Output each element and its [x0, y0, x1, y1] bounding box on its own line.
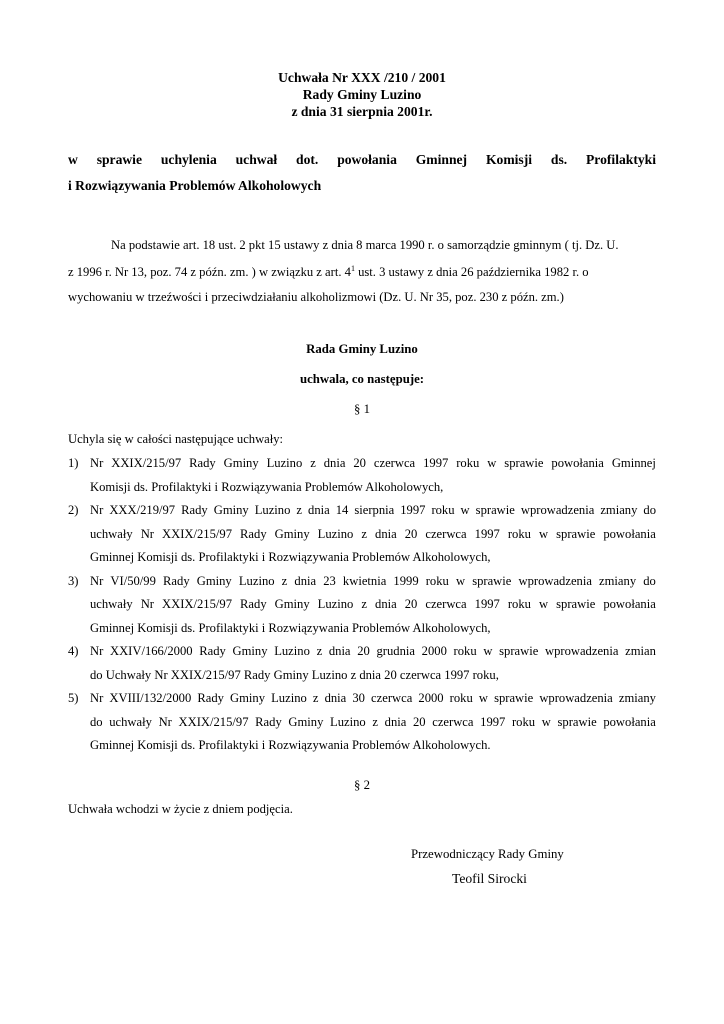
preamble-line-3: wychowaniu w trzeźwości i przeciwdziałaniu alkoholizmowi (Dz. U. Nr 35, poz. 230 z późn. zm.): [68, 290, 564, 304]
list-item-line: Nr VI/50/99 Rady Gminy Luzino z dnia 23 kwietnia 1999 roku w sprawie wprowadzenia zmiany do: [90, 573, 656, 588]
list-item-line: uchwały Nr XXIX/215/97 Rady Gminy Luzino z dnia 20 czerwca 1997 roku w sprawie powołania: [90, 526, 656, 541]
section-2-mark: § 2: [354, 778, 370, 792]
list-item-line: Nr XXX/219/97 Rady Gminy Luzino z dnia 14 sierpnia 1997 roku w sprawie wprowadzenia zmiany do: [90, 503, 656, 517]
list-item-line: Nr XVIII/132/2000 Rady Gminy Luzino z dnia 30 czerwca 2000 roku w sprawie wprowadzenia zmiany: [90, 691, 656, 705]
section-1-mark: § 1: [354, 402, 370, 416]
list-item-number: 2): [68, 503, 79, 517]
list-item-number: 4): [68, 644, 79, 658]
subject-word: Profilaktyki: [586, 152, 656, 167]
subject-word: sprawie: [96, 152, 142, 167]
list-item-number: 3): [68, 573, 79, 588]
list-item-line: Nr XXIV/166/2000 Rady Gminy Luzino z dnia 20 grudnia 2000 roku w sprawie wprowadzenia zmian: [90, 644, 656, 658]
list-item-number: 5): [68, 691, 79, 705]
subject-word: uchwał: [235, 152, 278, 167]
list-item-line: do Uchwały Nr XXIX/215/97 Rady Gminy Luzino z dnia 20 czerwca 1997 roku,: [90, 667, 499, 682]
preamble-line-2: z 1996 r. Nr 13, poz. 74 z późn. zm. ) w związku z art. $4^1$ ust. 3 ustawy z dnia 26 października 1982 r. o: [68, 264, 589, 279]
list-item-line: Gminnej Komisji ds. Profilaktyki i Rozwiązywania Problemów Alkoholowych.: [90, 738, 491, 752]
list-item-line: uchwały Nr XXIX/215/97 Rady Gminy Luzino z dnia 20 czerwca 1997 roku w sprawie powołania: [90, 597, 656, 611]
resolution-title: Uchwała Nr XXX /210 / 2001: [278, 70, 446, 85]
subject-word: w: [68, 152, 78, 167]
resolution-date: z dnia 31 sierpnia 2001r.: [291, 104, 433, 119]
list-item-line: Gminnej Komisji ds. Profilaktyki i Rozwiązywania Problemów Alkoholowych,: [90, 550, 491, 564]
subject-word: Gminnej: [415, 152, 468, 167]
subject-word: ds.: [550, 152, 568, 167]
list-item-line: Gminnej Komisji ds. Profilaktyki i Rozwiązywania Problemów Alkoholowych,: [90, 620, 491, 635]
list-item-line: do uchwały Nr XXIX/215/97 Rady Gminy Luzino z dnia 20 czerwca 1997 roku w sprawie powołania: [90, 714, 656, 729]
resolution-issuer: Rady Gminy Luzino: [302, 87, 422, 102]
list-item-line: Komisji ds. Profilaktyki i Rozwiązywania Problemów Alkoholowych,: [90, 479, 444, 494]
resolves-heading: uchwala, co następuje:: [299, 372, 425, 386]
subject-word: powołania: [337, 152, 397, 167]
list-item-number: 1): [68, 456, 79, 470]
preamble-line-1: Na podstawie art. 18 ust. 2 pkt 15 ustawy z dnia 8 marca 1990 r. o samorządzie gminnym ( tj. Dz. U.: [111, 238, 619, 252]
subject-word: dot.: [296, 152, 319, 167]
council-name: Rada Gminy Luzino: [306, 342, 418, 356]
subject-line-1: [68, 152, 656, 168]
subject-line-2: i Rozwiązywania Problemów Alkoholowych: [68, 178, 322, 193]
list-item-line: Nr XXIX/215/97 Rady Gminy Luzino z dnia 20 czerwca 1997 roku w sprawie powołania Gminnej: [90, 456, 656, 470]
signature-role: Przewodniczący Rady Gminy: [411, 847, 564, 861]
subject-word: Komisji: [485, 152, 533, 167]
document-page: Uchwała Nr XXX /210 / 2001 Rady Gminy Luzino z dnia 31 sierpnia 2001r. w sprawie uchylenia uchwał dot. powołania Gminnej Komisji ds. Profilaktyki i Rozwiązywania Problemów Alkoholowych Na podstawie art. 18 ust. 2 pkt 15 ustawy z dnia 8 marca 1990 r. o samorządzie gminnym ( tj. Dz. U. z 1996 r. Nr 13, poz. 74 z późn. zm. ) w związku z art. $4^1$ ust. 3 ustawy z dnia 26 października 1982 r. o wychowaniu w trzeźwości i przeciwdziałaniu alkoholizmowi (Dz. U. Nr 35, poz. 230 z późn. zm.) Rada Gminy Luzino uchwala, co następuje: § 1 Uchyla się w całości następujące uchwały: 1) Nr XXIX/215/97 Rady Gminy Luzino z dnia 20 czerwca 1997 roku w sprawie powołania Gminnej Komisji ds. Profilaktyki i Rozwiązywania Problemów Alkoholowych, 2) Nr XXX/219/97 Rady Gminy Luzino z dnia 14 sierpnia 1997 roku w sprawie wprowadzenia zmiany do uchwały Nr XXIX/215/97 Rady Gminy Luzino z dnia 20 czerwca 1997 roku w sprawie powołania Gminnej Komisji ds. Profilaktyki i Rozwiązywania Problemów Alkoholowych, 3) Nr VI/50/99 Rady Gminy Luzino z dnia 23 kwietnia 1999 roku w sprawie wprowadzenia zmiany do uchwały Nr XXIX/215/97 Rady Gminy Luzino z dnia 20 czerwca 1997 roku w sprawie powołania Gminnej Komisji ds. Profilaktyki i Rozwiązywania Problemów Alkoholowych, 4) Nr XXIV/166/2000 Rady Gminy Luzino z dnia 20 grudnia 2000 roku w sprawie wprowadzenia zmian do Uchwały Nr XXIX/215/97 Rady Gminy Luzino z dnia 20 czerwca 1997 roku, 5) Nr XVIII/132/2000 Rady Gminy Luzino z dnia 30 czerwca 2000 roku w sprawie wprowadzenia zmiany do uchwały Nr XXIX/215/97 Rady Gminy Luzino z dnia 20 czerwca 1997 roku w sprawie powołania Gminnej Komisji ds. Profilaktyki i Rozwiązywania Problemów Alkoholowych. § 2 Uchwała wchodzi w życie z dniem podjęcia. Przewodniczący Rady Gminy Teofil Sirocki: [0, 0, 724, 1024]
subject-word: uchylenia: [160, 152, 217, 167]
signature-name: Teofil Sirocki: [452, 871, 527, 886]
